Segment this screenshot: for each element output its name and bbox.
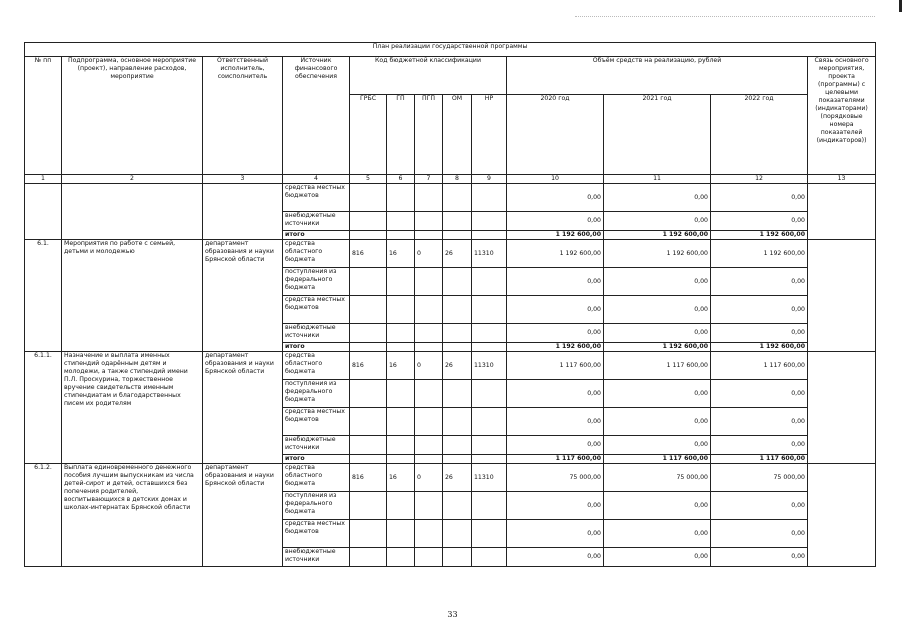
amount-cell: 1 192 600,00 (711, 343, 808, 352)
amount-cell: 0,00 (711, 520, 808, 548)
plan-table-container (24, 42, 875, 567)
code-cell: 11310 (472, 352, 507, 380)
amount-cell: 0,00 (711, 268, 808, 296)
amount-cell: 0,00 (604, 548, 711, 567)
table-row (25, 184, 876, 212)
hdr-pgp: ПГП (415, 95, 443, 175)
col-number: 7 (415, 175, 443, 184)
item-executor: департамент образования и науки Брянской области (203, 352, 283, 464)
amount-cell: 0,00 (711, 548, 808, 567)
hdr-source: Источник финансового обеспечения (283, 57, 350, 175)
source-fed: поступления из федерального бюджета (283, 492, 350, 520)
code-cell: 0 (415, 464, 443, 492)
source-local: средства местных бюджетов (283, 296, 350, 324)
amount-cell: 1 192 600,00 (604, 240, 711, 268)
col-number: 1 (25, 175, 62, 184)
code-cell: 26 (443, 240, 472, 268)
hdr-np: НР (472, 95, 507, 175)
amount-cell: 1 117 600,00 (604, 352, 711, 380)
amount-cell: 1 117 600,00 (507, 352, 604, 380)
hdr-name: Подпрограмма, основное мероприятие (проект), направление расходов, мероприятие (62, 57, 203, 175)
table-row (25, 464, 876, 492)
amount-cell: 0,00 (507, 268, 604, 296)
col-number: 2 (62, 175, 203, 184)
code-cell: 16 (387, 464, 415, 492)
amount-cell: 0,00 (604, 408, 711, 436)
page-number: 33 (447, 610, 458, 619)
col-number: 12 (711, 175, 808, 184)
hdr-bk: Код бюджетной классификации (350, 57, 507, 95)
amount-cell: 0,00 (711, 380, 808, 408)
table-row (25, 240, 876, 268)
amount-cell: 75 000,00 (604, 464, 711, 492)
amount-cell: 0,00 (711, 436, 808, 455)
amount-cell: 0,00 (507, 436, 604, 455)
col-number: 3 (203, 175, 283, 184)
scan-mark (899, 0, 902, 12)
col-number: 13 (808, 175, 876, 184)
code-cell: 26 (443, 352, 472, 380)
amount-cell: 0,00 (507, 492, 604, 520)
amount-cell: 1 117 600,00 (604, 455, 711, 464)
amount-cell: 0,00 (604, 380, 711, 408)
amount-cell: 0,00 (604, 324, 711, 343)
col-number: 9 (472, 175, 507, 184)
code-cell: 816 (350, 352, 387, 380)
col-number-row (25, 175, 876, 184)
source-extra: внебюджетные источники (283, 436, 350, 455)
amount-cell: 1 117 600,00 (711, 352, 808, 380)
scan-dots (575, 16, 875, 17)
amount-cell: 0,00 (604, 492, 711, 520)
item-name: Мероприятия по работе с семьей, детьми и молодежью (62, 240, 203, 352)
amount-cell: 75 000,00 (507, 464, 604, 492)
hdr-2021: 2021 год (604, 95, 711, 175)
source-regional: средства областного бюджета (283, 352, 350, 380)
source-fed: поступления из федерального бюджета (283, 268, 350, 296)
source-extra: внебюджетные источники (283, 548, 350, 567)
code-cell: 816 (350, 240, 387, 268)
amount-cell: 0,00 (604, 212, 711, 231)
amount-cell: 1 192 600,00 (711, 231, 808, 240)
plan-title: План реализации государственной программы (25, 43, 876, 57)
amount-cell: 0,00 (507, 296, 604, 324)
amount-cell: 0,00 (711, 296, 808, 324)
amount-cell: 0,00 (604, 436, 711, 455)
hdr-gp: ГП (387, 95, 415, 175)
amount-cell: 1 192 600,00 (507, 231, 604, 240)
amount-cell: 0,00 (604, 184, 711, 212)
hdr-grbs: ГРБС (350, 95, 387, 175)
code-cell: 16 (387, 240, 415, 268)
item-name: Выплата единовременного денежного пособия лучшим выпускникам из числа детей-сирот и детей, оставшихся без попечения родителей, воспитывающихся в детских домах и школах-интернатах Брянской области (62, 464, 203, 567)
amount-cell: 1 192 600,00 (711, 240, 808, 268)
hdr-om: ОМ (443, 95, 472, 175)
hdr-2020: 2020 год (507, 95, 604, 175)
hdr-link: Связь основного мероприятия, проекта (программы) с целевыми показателями (индикаторами) (порядковые номера показателей (индикаторов)) (808, 57, 876, 175)
amount-cell: 1 192 600,00 (604, 343, 711, 352)
source-total: итого (283, 343, 350, 352)
item-num: 6.1.1. (25, 352, 62, 464)
code-cell: 0 (415, 240, 443, 268)
amount-cell: 0,00 (507, 184, 604, 212)
col-number: 8 (443, 175, 472, 184)
item-num: 6.1.2. (25, 464, 62, 567)
amount-cell: 0,00 (711, 408, 808, 436)
amount-cell: 0,00 (507, 324, 604, 343)
code-cell: 816 (350, 464, 387, 492)
source-regional: средства областного бюджета (283, 464, 350, 492)
col-number: 6 (387, 175, 415, 184)
amount-cell: 0,00 (507, 520, 604, 548)
amount-cell: 0,00 (711, 492, 808, 520)
hdr-executor: Ответственный исполнитель, соисполнитель (203, 57, 283, 175)
amount-cell: 0,00 (507, 212, 604, 231)
source-local: средства местных бюджетов (283, 520, 350, 548)
source-extra: внебюджетные источники (283, 212, 350, 231)
item-name: Назначение и выплата именных стипендий одарённым детям и молодежи, а также стипендий имени П.Л. Проскурина, торжественное вручение свидетельств именным стипендиатам и благодарственных писем их родителям (62, 352, 203, 464)
source-local: средства местных бюджетов (283, 408, 350, 436)
code-cell: 16 (387, 352, 415, 380)
col-number: 11 (604, 175, 711, 184)
amount-cell: 0,00 (507, 548, 604, 567)
source-total: итого (283, 455, 350, 464)
item-executor: департамент образования и науки Брянской области (203, 240, 283, 352)
source-regional: средства областного бюджета (283, 240, 350, 268)
amount-cell: 0,00 (604, 268, 711, 296)
source-extra: внебюджетные источники (283, 324, 350, 343)
amount-cell: 1 117 600,00 (711, 455, 808, 464)
code-cell: 11310 (472, 464, 507, 492)
amount-cell: 75 000,00 (711, 464, 808, 492)
source-fed: поступления из федерального бюджета (283, 380, 350, 408)
hdr-2022: 2022 год (711, 95, 808, 175)
hdr-num: № пп (25, 57, 62, 175)
code-cell: 0 (415, 352, 443, 380)
amount-cell: 0,00 (711, 212, 808, 231)
source-local: средства местных бюджетов (283, 184, 350, 212)
amount-cell: 1 192 600,00 (507, 343, 604, 352)
amount-cell: 0,00 (604, 520, 711, 548)
amount-cell: 0,00 (507, 380, 604, 408)
amount-cell: 0,00 (711, 324, 808, 343)
amount-cell: 1 192 600,00 (507, 240, 604, 268)
code-cell: 26 (443, 464, 472, 492)
code-cell: 11310 (472, 240, 507, 268)
plan-table (24, 42, 876, 567)
amount-cell: 0,00 (507, 408, 604, 436)
col-number: 4 (283, 175, 350, 184)
source-total: итого (283, 231, 350, 240)
item-num: 6.1. (25, 240, 62, 352)
col-number: 10 (507, 175, 604, 184)
amount-cell: 1 117 600,00 (507, 455, 604, 464)
amount-cell: 0,00 (604, 296, 711, 324)
amount-cell: 1 192 600,00 (604, 231, 711, 240)
table-row (25, 352, 876, 380)
col-number: 5 (350, 175, 387, 184)
item-executor: департамент образования и науки Брянской области (203, 464, 283, 567)
amount-cell: 0,00 (711, 184, 808, 212)
hdr-volume: Объём средств на реализацию, рублей (507, 57, 808, 95)
